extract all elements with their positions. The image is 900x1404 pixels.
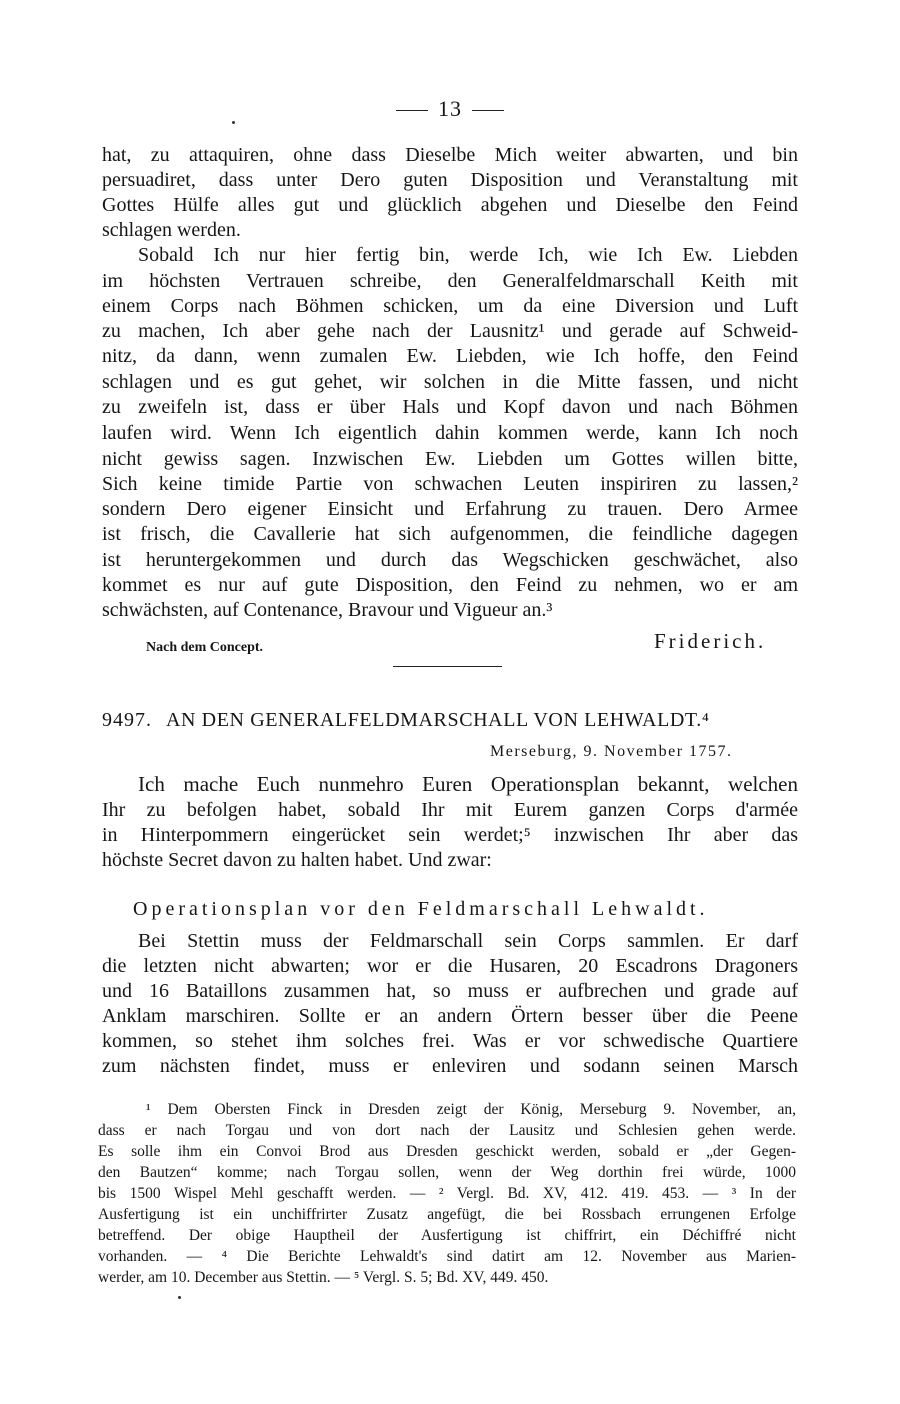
body-line: einem Corps nach Böhmen schicken, um da eine Diversion und Luft — [102, 295, 798, 317]
body-line: zum nächsten findet, muss er enleviren und sodann seinen Marsch — [102, 1055, 798, 1077]
signature: Friderich. — [654, 629, 767, 653]
body-line: die letzten nicht abwarten; wor er die Husaren, 20 Escadrons Dragoners — [102, 955, 798, 977]
footnote-line: Es solle ihm ein Convoi Brod aus Dresden geschickt werden, sobald er „der Gegen- — [98, 1143, 796, 1160]
body-line: nicht gewiss sagen. Inzwischen Ew. Liebden um Gottes willen bitte, — [102, 448, 798, 470]
dateline: Merseburg, 9. November 1757. — [490, 743, 733, 760]
body-line: ist frisch, die Cavallerie hat sich aufgenommen, die feindliche dagegen — [102, 523, 798, 545]
footnote-line: betreffend. Der obige Hauptheil der Ausfertigung ist chiffrirt, ein Déchiffré nicht — [98, 1227, 796, 1244]
body-line: zu machen, Ich aber gehe nach der Lausnitz¹ und gerade auf Schweid- — [102, 320, 798, 342]
body-line: ist heruntergekommen und durch das Wegschicken geschwächet, also — [102, 549, 798, 571]
page-number-dash-left — [396, 110, 428, 111]
body-line: höchste Secret davon zu halten habet. Und zwar: — [102, 849, 492, 871]
footnote-line: dass er nach Torgau und von dort nach der Lausitz und Schlesien gehen werde. — [98, 1122, 796, 1139]
page-number — [0, 96, 900, 122]
body-line: Bei Stettin muss der Feldmarschall sein Corps sammlen. Er darf — [138, 930, 798, 952]
body-line: Ich mache Euch nunmehro Euren Operationsplan bekannt, welchen — [138, 772, 798, 796]
body-line: laufen wird. Wenn Ich eigentlich dahin kommen werde, kann Ich noch — [102, 422, 798, 444]
body-line: kommen, so stehet ihm solches frei. Was er vor schwedische Quartiere — [102, 1030, 798, 1052]
letter-number: 9497. — [102, 709, 152, 731]
letter-title: AN DEN GENERALFELDMARSCHALL VON LEHWALDT.⁴ — [166, 709, 710, 731]
body-line: persuadiret, dass unter Dero guten Disposition und Veranstaltung mit — [102, 169, 798, 191]
section-divider — [393, 666, 502, 667]
letter-heading — [102, 707, 709, 733]
body-line: Sich keine timide Partie von schwachen Leuten inspiriren zu lassen,² — [102, 473, 798, 495]
page-number-text: 13 — [438, 96, 462, 121]
page-number-dash-right — [472, 110, 504, 111]
footnote-line: Ausfertigung ist ein unchiffrirter Zusatz angefügt, die bei Rossbach errungenen Erfolge — [98, 1206, 796, 1223]
footnote-line: ¹ Dem Obersten Finck in Dresden zeigt der König, Merseburg 9. November, an, — [146, 1101, 796, 1118]
body-line: schwächsten, auf Contenance, Bravour und Vigueur an.³ — [102, 599, 553, 621]
body-line: schlagen und es gut gehet, wir solchen in die Mitte fassen, und nicht — [102, 371, 798, 393]
body-line: Anklam marschiren. Sollte er an andern Örtern besser über die Peene — [102, 1005, 798, 1027]
body-line: nitz, da dann, wenn zumalen Ew. Liebden, wie Ich hoffe, den Feind — [102, 345, 798, 367]
body-line: Sobald Ich nur hier fertig bin, werde Ich, wie Ich Ew. Liebden — [138, 244, 798, 266]
source-note: Nach dem Concept. — [146, 640, 264, 655]
body-line: hat, zu attaquiren, ohne dass Dieselbe Mich weiter abwarten, und bin — [102, 144, 798, 166]
body-line: und 16 Bataillons zusammen hat, so muss er aufbrechen und grade auf — [102, 980, 798, 1002]
body-line: im höchsten Vertrauen schreibe, den Generalfeldmarschall Keith mit — [102, 270, 798, 292]
footnote-line: den Bautzen“ komme; nach Torgau sollen, wenn der Weg dorthin frei würde, 1000 — [98, 1164, 796, 1181]
body-line: schlagen werden. — [102, 219, 241, 241]
body-line: Ihr zu befolgen habet, sobald Ihr mit Eurem ganzen Corps d'armée — [102, 799, 798, 821]
body-line: Gottes Hülfe alles gut und glücklich abgehen und Dieselbe den Feind — [102, 194, 798, 216]
footnote-line: vorhanden. — ⁴ Die Berichte Lehwaldt's sind datirt am 12. November aus Marien- — [98, 1248, 796, 1265]
print-speck — [232, 121, 235, 124]
body-line: zu zweifeln ist, dass er über Hals und Kopf davon und nach Böhmen — [102, 396, 798, 418]
footnote-line: werder, am 10. December aus Stettin. — ⁵ Vergl. S. 5; Bd. XV, 449. 450. — [98, 1269, 549, 1286]
print-speck — [178, 1296, 181, 1299]
body-line: kommet es nur auf gute Disposition, den Feind zu nehmen, wo er am — [102, 574, 798, 596]
footnote-line: bis 1500 Wispel Mehl geschafft werden. — ² Vergl. Bd. XV, 412. 419. 453. — ³ In der — [98, 1185, 796, 1202]
body-line: in Hinterpommern eingerücket sein werdet;⁵ inzwischen Ihr aber das — [102, 824, 798, 846]
plan-heading: Operationsplan vor den Feldmarschall Lehwaldt. — [133, 898, 709, 920]
body-line: sondern Dero eigener Einsicht und Erfahrung zu trauen. Dero Armee — [102, 498, 798, 520]
